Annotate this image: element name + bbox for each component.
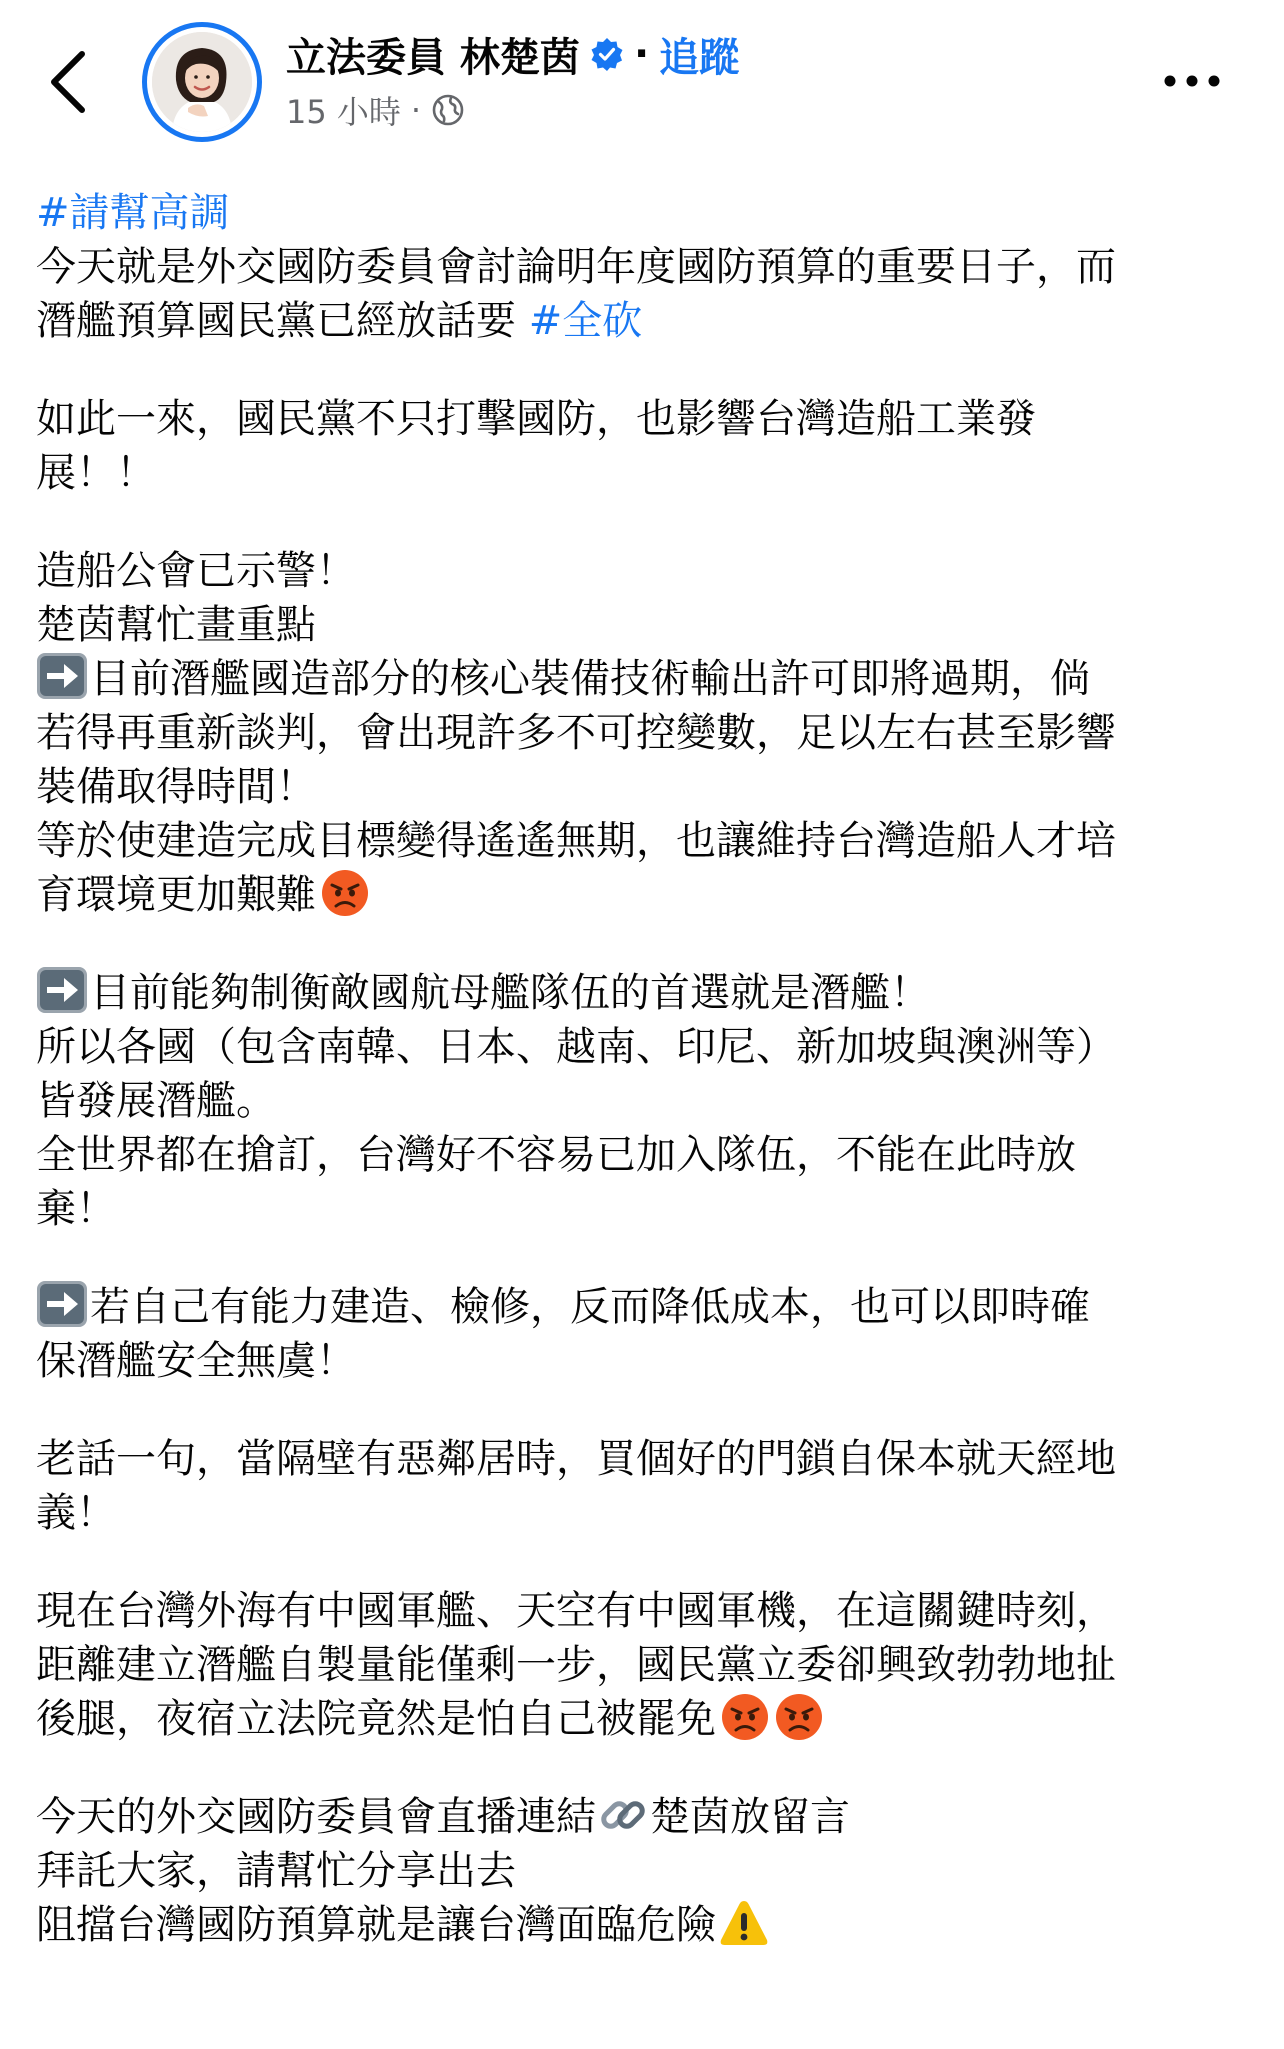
post-text-segment: 今天的外交國防委員會直播連結: [36, 1794, 596, 1840]
post-line: 棄！: [36, 1186, 116, 1232]
post-meta: [286, 88, 465, 132]
name-separator: ·: [633, 31, 650, 77]
author-name[interactable]: 立法委員 林楚茵: [286, 34, 580, 81]
post-text-segment: 潛艦預算國民黨已經放話要: [36, 298, 529, 344]
post-text-segment: 楚茵放留言: [650, 1794, 850, 1840]
verified-badge-icon: [590, 37, 624, 71]
post-line: [36, 1898, 1256, 1952]
link-emoji-icon: [598, 1790, 648, 1840]
post-line: 楚茵幫忙畫重點: [36, 602, 316, 648]
post-text-segment: 育環境更加艱難: [36, 872, 316, 918]
more-options-button[interactable]: [1160, 66, 1224, 96]
post-line: 義！: [36, 1490, 116, 1536]
post-line: 現在台灣外海有中國軍艦、天空有中國軍機，在這關鍵時刻，: [36, 1588, 1116, 1634]
follow-button[interactable]: 追蹤: [659, 34, 740, 81]
avatar-photo: [152, 32, 252, 132]
chevron-left-icon: [40, 42, 100, 122]
post-line: 等於使建造完成目標變得遙遙無期，也讓維持台灣造船人才培: [36, 818, 1116, 864]
post-text-segment: 阻擋台灣國防預算就是讓台灣面臨危險: [36, 1902, 716, 1948]
post-line: [36, 1692, 1256, 1746]
post-text: [36, 186, 1256, 1952]
post-line: [36, 1790, 1256, 1844]
back-button[interactable]: [40, 42, 100, 122]
post-line: 今天就是外交國防委員會討論明年度國防預算的重要日子，而: [36, 244, 1116, 290]
angry-face-emoji-icon: [774, 1692, 824, 1742]
post-line: 展！！: [36, 450, 156, 496]
warning-emoji-icon: [718, 1898, 770, 1948]
post-line: 全世界都在搶訂，台灣好不容易已加入隊伍，不能在此時放: [36, 1132, 1076, 1178]
post-line: 若得再重新談判，會出現許多不可控變數，足以左右甚至影響: [36, 710, 1116, 756]
right-arrow-emoji-icon: [36, 652, 88, 700]
globe-icon: [431, 93, 465, 127]
meta-separator: ·: [410, 91, 422, 129]
post-line: [36, 1280, 1256, 1334]
post-line: 距離建立潛艦自製量能僅剩一步，國民黨立委卻興致勃勃地扯: [36, 1642, 1116, 1688]
more-dots-icon: [1160, 66, 1224, 96]
hashtag-cut[interactable]: #全砍: [528, 298, 643, 344]
post-line: 所以各國（包含南韓、日本、越南、印尼、新加坡與澳洲等）: [36, 1024, 1116, 1070]
post-line: 皆發展潛艦。: [36, 1078, 276, 1124]
post-line: 裝備取得時間！: [36, 764, 316, 810]
post-line: 造船公會已示警！: [36, 548, 356, 594]
post-text-segment: 目前潛艦國造部分的核心裝備技術輸出許可即將過期，倘: [90, 656, 1090, 702]
post-line: [36, 868, 1256, 922]
post-line: [36, 652, 1256, 706]
post-line: 保潛艦安全無虞！: [36, 1338, 356, 1384]
right-arrow-emoji-icon: [36, 1280, 88, 1328]
post-header: [0, 0, 1284, 150]
hashtag-boost[interactable]: #請幫高調: [36, 190, 230, 236]
post-line: [36, 294, 1256, 348]
post-line: 如此一來，國民黨不只打擊國防，也影響台灣造船工業發: [36, 396, 1036, 442]
post-line: [36, 186, 1256, 240]
post-line: 老話一句，當隔壁有惡鄰居時，買個好的門鎖自保本就天經地: [36, 1436, 1116, 1482]
author-row: [286, 24, 739, 84]
post-text-segment: 若自己有能力建造、檢修，反而降低成本，也可以即時確: [90, 1284, 1090, 1330]
angry-face-emoji-icon: [720, 1692, 770, 1742]
post-text-segment: 後腿，夜宿立法院竟然是怕自己被罷免: [36, 1696, 716, 1742]
post-timestamp[interactable]: 15 小時: [286, 93, 401, 131]
post-line: [36, 966, 1256, 1020]
post-line: 拜託大家，請幫忙分享出去: [36, 1848, 516, 1894]
angry-face-emoji-icon: [320, 868, 370, 918]
profile-avatar[interactable]: [142, 22, 262, 142]
post-text-segment: 目前能夠制衡敵國航母艦隊伍的首選就是潛艦！: [90, 970, 930, 1016]
right-arrow-emoji-icon: [36, 966, 88, 1014]
